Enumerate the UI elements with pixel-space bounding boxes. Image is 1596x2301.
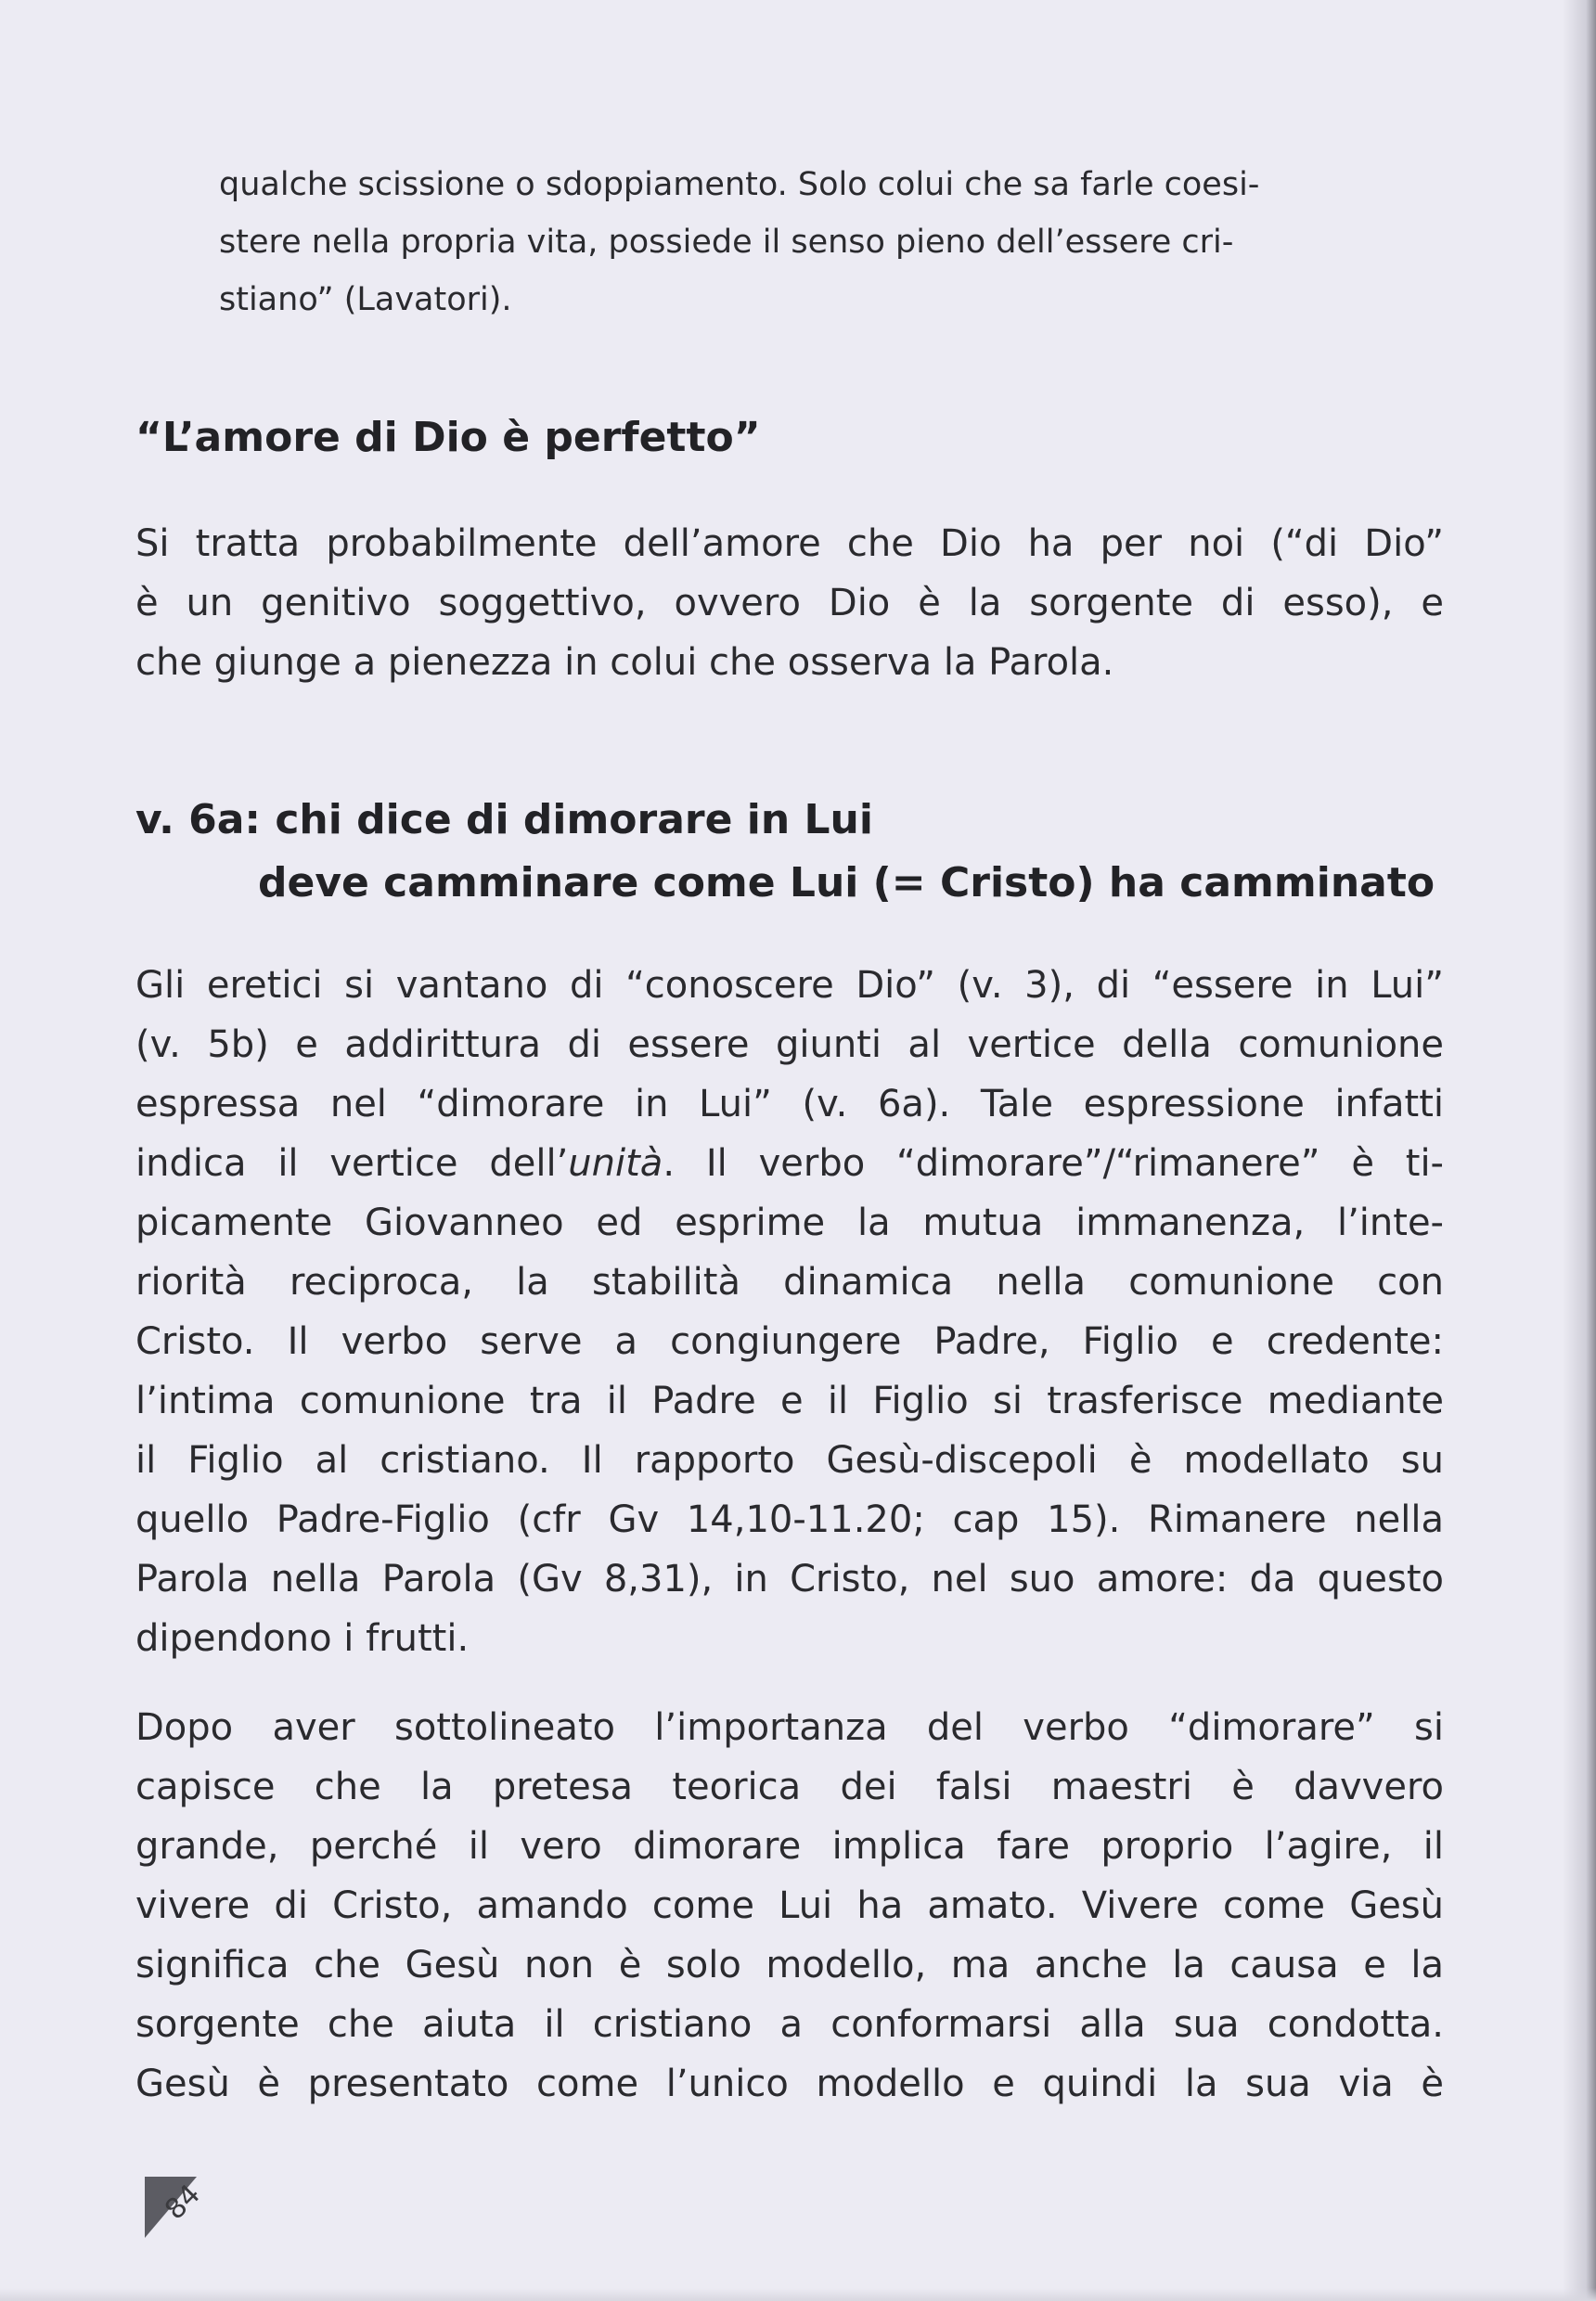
text-line: stere nella propria vita, possiede il senso pieno dell’essere cri- (219, 224, 1234, 261)
text-line: capisce che la pretesa teorica dei falsi maestri è davvero (135, 1766, 1444, 1808)
text-line: grande, perché il vero dimorare implica fare proprio l’agire, il (135, 1825, 1444, 1868)
paragraph-dimorare (135, 956, 1444, 1668)
text-line: Parola nella Parola (Gv 8,31), in Cristo, nel suo amore: da questo (135, 1558, 1444, 1600)
text-line (135, 1134, 1444, 1193)
page-bottom-edge (0, 2288, 1596, 2301)
text-run: indica il vertice dell’ (135, 1142, 569, 1185)
section-heading-verse-6a (135, 789, 1435, 915)
text-line: significa che Gesù non è solo modello, ma anche la causa e la (135, 1944, 1444, 1986)
text-line: vivere di Cristo, amando come Lui ha amato. Vivere come Gesù (135, 1884, 1444, 1927)
quote-continuation (219, 156, 1351, 328)
page-number: 84 (159, 2178, 207, 2227)
text-line: è un genitivo soggettivo, ovvero Dio è la sorgente di esso), e (135, 582, 1444, 624)
text-line: il Figlio al cristiano. Il rapporto Gesù-discepoli è modellato su (135, 1439, 1444, 1482)
text-line: Cristo. Il verbo serve a congiungere Padre, Figlio e credente: (135, 1320, 1444, 1363)
text-line: sorgente che aiuta il cristiano a conformarsi alla sua condotta. (135, 2003, 1444, 2046)
text-line: riorità reciproca, la stabilità dinamica nella comunione con (135, 1261, 1444, 1304)
text-line: stiano” (Lavatori). (219, 281, 512, 318)
section-heading-amore: “L’amore di Dio è perfetto” (135, 414, 761, 461)
text-line: dipendono i frutti. (135, 1617, 470, 1660)
text-line: Si tratta probabilmente dell’amore che Dio ha per noi (“di Dio” (135, 522, 1444, 565)
text-line: picamente Giovanneo ed esprime la mutua immanenza, l’inte- (135, 1202, 1444, 1244)
text-line: espressa nel “dimorare in Lui” (v. 6a). Tale espressione infatti (135, 1083, 1444, 1125)
paragraph-pretesa (135, 1698, 1444, 2114)
text-line: Gesù è presentato come l’unico modello e quindi la sua via è (135, 2063, 1444, 2105)
text-line: quello Padre-Figlio (cfr Gv 14,10-11.20; cap 15). Rimanere nella (135, 1498, 1444, 1541)
heading-line: deve camminare come Lui (= Cristo) ha camminato (258, 859, 1435, 906)
italic-word-unita: unità (568, 1142, 663, 1185)
text-line: Gli eretici si vantano di “conoscere Dio” (v. 3), di “essere in Lui” (135, 964, 1444, 1007)
text-line: che giunge a pienezza in colui che osserva la Parola. (135, 641, 1114, 684)
paragraph-amore (135, 514, 1444, 692)
text-line: (v. 5b) e addirittura di essere giunti al vertice della comunione (135, 1023, 1444, 1066)
text-line: l’intima comunione tra il Padre e il Figlio si trasferisce mediante (135, 1380, 1444, 1422)
text-run: . Il verbo “dimorare”/“rimanere” è ti- (663, 1142, 1444, 1185)
page-edge-shadow (1563, 0, 1596, 2301)
text-line: Dopo aver sottolineato l’importanza del verbo “dimorare” si (135, 1706, 1444, 1749)
text-line: qualche scissione o sdoppiamento. Solo colui che sa farle coesi- (219, 166, 1260, 203)
heading-line: v. 6a: chi dice di dimorare in Lui (135, 796, 873, 843)
